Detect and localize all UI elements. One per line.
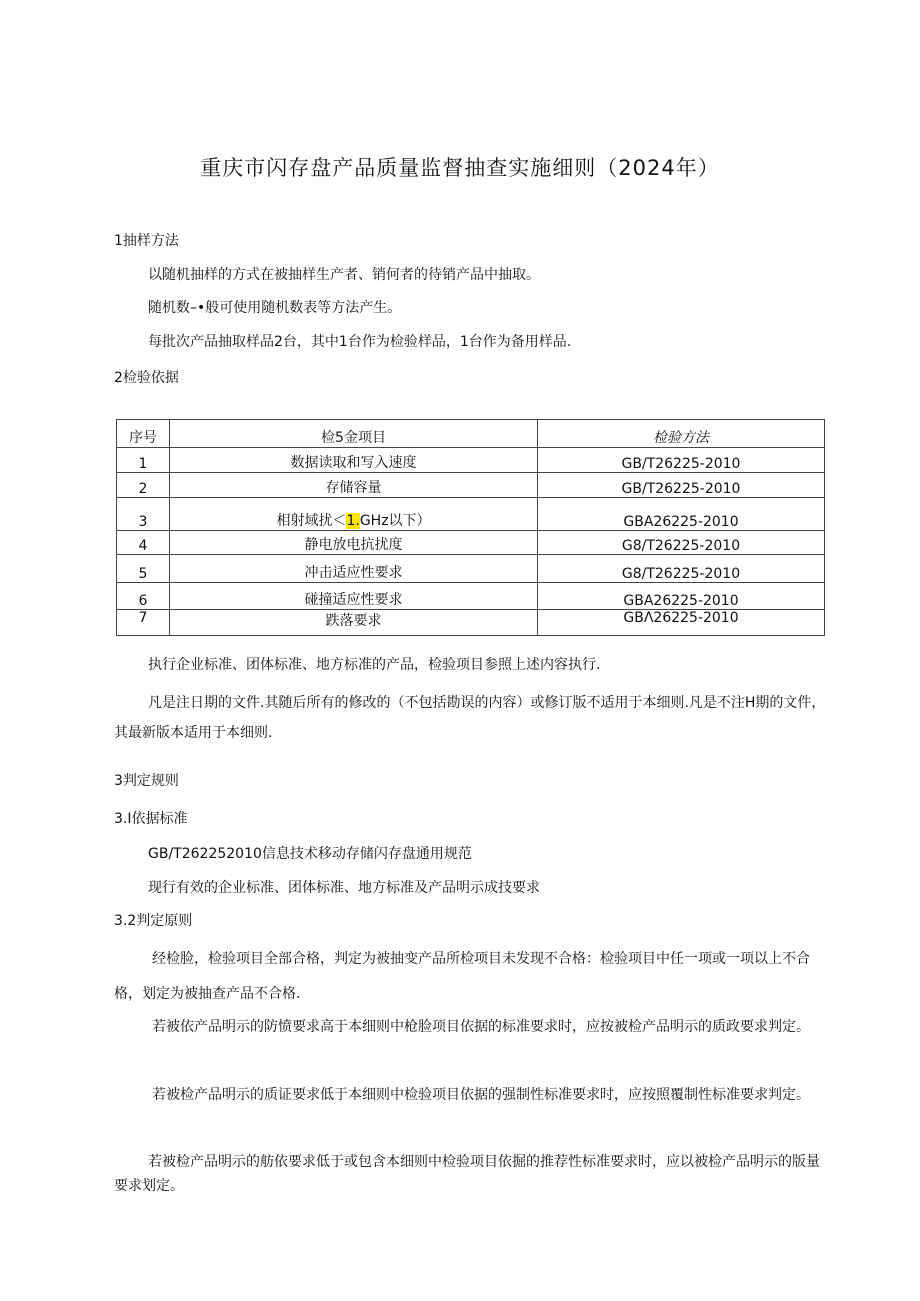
- row-no: 5: [117, 555, 170, 583]
- section-3-heading: 3判定规则: [114, 773, 179, 789]
- row-item: 冲击适应性要求: [170, 555, 538, 583]
- section-3-2-heading: 3.2判定原则: [114, 913, 193, 929]
- section-2-paragraph-1: 执行企业标准、团体标准、地方标准的产品，检验项目参照上述内容执行.: [148, 657, 601, 673]
- row-item-post: GHz以下）: [359, 513, 431, 529]
- row-item-pre: 相射域扰＜: [276, 513, 347, 529]
- row-method: G8/T26225-2010: [538, 531, 825, 555]
- row-item: 碰撞适应性要求: [170, 583, 538, 610]
- header-method: 检验方法: [538, 420, 825, 448]
- standard-reference-1: GB/T262252010信息技术移动存储闪存盘通用规范: [148, 846, 472, 862]
- sampling-paragraph-1: 以随机抽样的方式在被抽样生产者、销何者的待销产品中抽取。: [148, 267, 540, 283]
- row-no: 2: [117, 473, 170, 498]
- section-3-1-heading: 3.I依据标准: [114, 811, 188, 827]
- row-method: GBΛ26225-2010: [538, 610, 825, 636]
- section-2-paragraph-2: 凡是注日期的文件.其随后所有的修改的（不包括勘误的内容）或修订版不适用于本细则.凡是不注H期的文件，其最新版本适用于本细则.: [114, 695, 826, 741]
- row-method: G8/T26225-2010: [538, 555, 825, 583]
- highlighted-text: 1.: [346, 513, 360, 529]
- table-row: [117, 610, 825, 636]
- header-item: 检5金项目: [170, 420, 538, 448]
- row-no: 3: [117, 498, 170, 531]
- row-item: [170, 498, 538, 531]
- row-item: 跌落要求: [170, 610, 538, 636]
- principle-paragraph-3: 若被检产品明示的质证要求低于本细则中检验项目依据的强制性标准要求时，应按照覆制性标准要求判定。: [152, 1087, 810, 1103]
- section-2-heading: 2检验依据: [114, 370, 179, 386]
- table-row: [117, 583, 825, 610]
- table-row: [117, 448, 825, 473]
- row-item: 存储容量: [170, 473, 538, 498]
- row-no: 1: [117, 448, 170, 473]
- principle-paragraph-2: 若被依产品明示的防愤要求高于本细则中枪脸项目依据的标准要求时，应按被检产品明示的质政要求判定。: [152, 1019, 810, 1035]
- row-no: 6: [117, 583, 170, 610]
- row-method: GBA26225-2010: [538, 498, 825, 531]
- table-row: [117, 473, 825, 498]
- table-header-row: [117, 420, 825, 448]
- sampling-paragraph-2: 随机数–•般可使用随机数表等方法产生。: [148, 300, 402, 316]
- row-method: GBA26225-2010: [538, 583, 825, 610]
- row-no: 4: [117, 531, 170, 555]
- row-item: 数据读取和写入速度: [170, 448, 538, 473]
- header-no: 序号: [117, 420, 170, 448]
- table-row: [117, 555, 825, 583]
- table-row: [117, 531, 825, 555]
- section-1-heading: 1抽样方法: [114, 233, 179, 249]
- inspection-items-table: [116, 419, 825, 636]
- table-row: [117, 498, 825, 531]
- document-title: 重庆市闪存盘产品质量监督抽查实施细则（2024年）: [200, 156, 720, 180]
- standard-reference-2: 现行有效的企业标准、团体标准、地方标准及产品明示成技要求: [148, 880, 540, 896]
- row-method: GB/T26225-2010: [538, 448, 825, 473]
- row-no: 7: [117, 610, 170, 636]
- row-item: 静电放电抗扰度: [170, 531, 538, 555]
- row-method: GB/T26225-2010: [538, 473, 825, 498]
- principle-paragraph-1: 经检脸，检验项目全部合格，判定为被抽变产品所检项目未发现不合格：检验项目中任一项或一项以上不合格，划定为被抽查产品不合格.: [114, 951, 810, 1002]
- principle-paragraph-4: 若被检产品明示的舫依要求低于或包含本细则中检验项目依掘的推荐性标准要求时，应以被检产品明示的版量要求划定。: [114, 1154, 820, 1194]
- sampling-paragraph-3: 每批次产品抽取样品2台，其中1台作为检验样品，1台作为备用样品.: [148, 334, 572, 350]
